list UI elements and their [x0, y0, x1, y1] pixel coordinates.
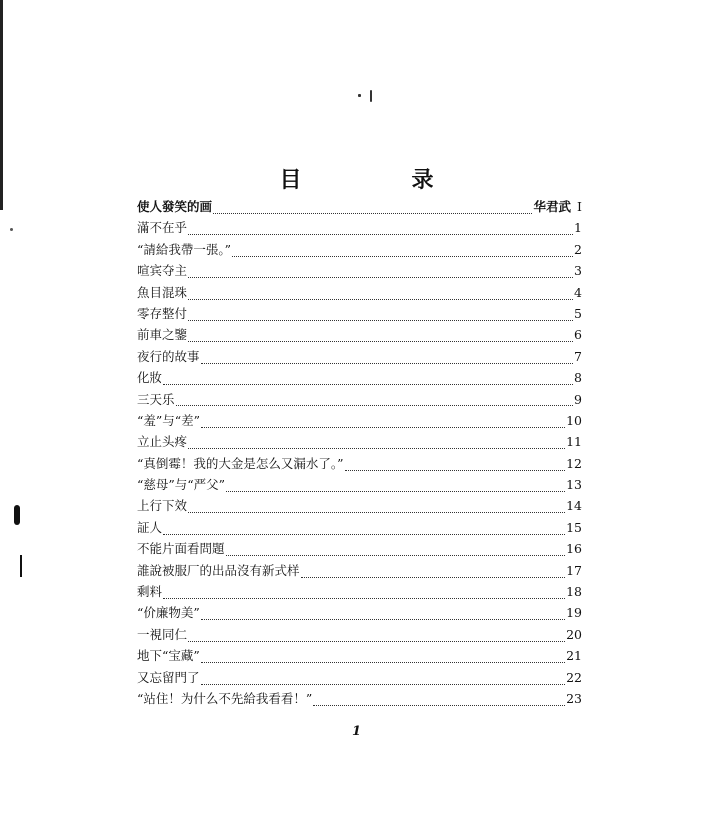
toc-entry — [137, 603, 582, 624]
toc-entry-page: 14 — [566, 498, 582, 514]
toc-entry — [137, 625, 582, 646]
toc-entry — [137, 496, 582, 517]
toc-leader-dots — [188, 270, 573, 279]
toc-entry — [137, 689, 582, 710]
toc-entry-page: 1 — [574, 220, 582, 236]
toc-entry — [137, 432, 582, 453]
toc-entry-page: 15 — [566, 519, 582, 535]
toc-leader-dots — [201, 612, 565, 621]
toc-entry-page: 17 — [566, 562, 582, 578]
toc-leader-dots — [226, 548, 566, 557]
scan-specks — [356, 88, 376, 108]
toc-leader-dots — [345, 462, 566, 471]
scan-ink-line — [20, 555, 22, 577]
toc-leader-dots — [201, 655, 565, 664]
toc-leader-dots — [232, 248, 573, 257]
toc-leader-dots — [201, 419, 565, 428]
toc-entry-page: 9 — [574, 391, 582, 407]
toc-entry-page: 22 — [566, 669, 582, 685]
table-of-contents — [137, 197, 582, 710]
toc-leader-dots — [188, 312, 573, 321]
toc-leader-dots — [213, 205, 532, 214]
toc-entry — [137, 582, 582, 603]
toc-entry — [137, 218, 582, 239]
toc-entry-title: “慈母”与“严父” — [137, 477, 226, 493]
toc-leader-dots — [176, 398, 573, 407]
toc-entry-page: 10 — [566, 412, 582, 428]
toc-entry-page: I — [577, 199, 582, 214]
toc-leader-dots — [313, 697, 565, 706]
toc-entry-page: 7 — [574, 348, 582, 364]
toc-entry — [137, 646, 582, 667]
toc-entry-title: 零存整付 — [137, 305, 188, 321]
toc-entry — [137, 518, 582, 539]
toc-entry-title: 証人 — [137, 519, 163, 535]
toc-entry-page: 4 — [574, 284, 582, 300]
toc-entry-page: 18 — [566, 584, 582, 600]
toc-entry-title: “价廉物美” — [137, 605, 200, 621]
toc-entry-title: 一視同仁 — [137, 626, 188, 642]
page-number: 1 — [351, 724, 362, 739]
toc-entry — [137, 197, 582, 218]
toc-entry-page: 20 — [566, 626, 582, 642]
toc-entry — [137, 325, 582, 346]
toc-entry — [137, 411, 582, 432]
toc-entry-title: 喧宾夺主 — [137, 263, 188, 279]
toc-entry — [137, 240, 582, 261]
toc-entry-page: 2 — [574, 241, 582, 257]
toc-entry — [137, 368, 582, 389]
toc-entry-page: 6 — [574, 327, 582, 343]
toc-entry-title: 不能片面看問題 — [137, 541, 225, 557]
toc-entry-page: 8 — [574, 370, 582, 386]
toc-leader-dots — [188, 227, 573, 236]
toc-leader-dots — [301, 569, 566, 578]
toc-leader-dots — [163, 526, 565, 535]
toc-entry — [137, 283, 582, 304]
toc-entry-author: 华君武 — [533, 199, 571, 214]
toc-entry-title: 又忘留門了 — [137, 669, 200, 685]
toc-leader-dots — [201, 676, 566, 685]
toc-entry-page: 23 — [566, 690, 582, 706]
toc-leader-dots — [226, 484, 565, 493]
toc-entry-title: 地下“宝藏” — [137, 648, 200, 664]
toc-entry — [137, 539, 582, 560]
toc-entry — [137, 261, 582, 282]
toc-entry-title: 夜行的故事 — [137, 348, 200, 364]
toc-entry — [137, 390, 582, 411]
toc-leader-dots — [201, 355, 573, 364]
toc-leader-dots — [188, 291, 573, 300]
toc-entry-title: “羞”与“差” — [137, 412, 201, 428]
toc-leader-dots — [188, 441, 565, 450]
toc-entry-title: 使人發笑的画 — [137, 199, 213, 214]
toc-leader-dots — [188, 505, 565, 514]
toc-entry-title: 上行下效 — [137, 498, 188, 514]
scan-ink-mark — [14, 505, 20, 525]
toc-entry — [137, 454, 582, 475]
toc-entry — [137, 304, 582, 325]
toc-entry-page: 5 — [574, 305, 582, 321]
page-title: 目 录 — [279, 166, 478, 193]
toc-entry-title: 誰說被服厂的出品沒有新式样 — [137, 562, 300, 578]
scan-speck — [10, 228, 13, 231]
toc-entry — [137, 475, 582, 496]
toc-entry-title: 剩料 — [137, 584, 163, 600]
toc-entry-page: 19 — [566, 605, 582, 621]
toc-entry-page: 16 — [566, 541, 582, 557]
toc-entry-title: 立止头疼 — [137, 434, 188, 450]
toc-entry — [137, 561, 582, 582]
toc-entry-title: 化妝 — [137, 370, 163, 386]
toc-leader-dots — [188, 334, 573, 343]
toc-entry-title: 滿不在乎 — [137, 220, 188, 236]
toc-leader-dots — [163, 377, 573, 386]
toc-entry-page: 21 — [566, 648, 582, 664]
toc-entry-page: 3 — [574, 263, 582, 279]
toc-entry-title: “站住！为什么不先給我看看！” — [137, 690, 313, 706]
toc-entry-title: 前車之鑒 — [137, 327, 188, 343]
toc-leader-dots — [188, 633, 565, 642]
toc-entry-page: 11 — [566, 434, 582, 450]
toc-entry-title: “真倒霉！我的大金是怎么又漏水了。” — [137, 455, 344, 471]
toc-entry-page: 12 — [566, 455, 582, 471]
toc-leader-dots — [163, 590, 565, 599]
toc-entry-title: 魚目混珠 — [137, 284, 188, 300]
toc-entry-title: “請給我帶一張。” — [137, 241, 232, 257]
toc-entry-page: 13 — [566, 477, 582, 493]
toc-entry — [137, 347, 582, 368]
toc-entry — [137, 668, 582, 689]
toc-entry-title: 三天乐 — [137, 391, 175, 407]
